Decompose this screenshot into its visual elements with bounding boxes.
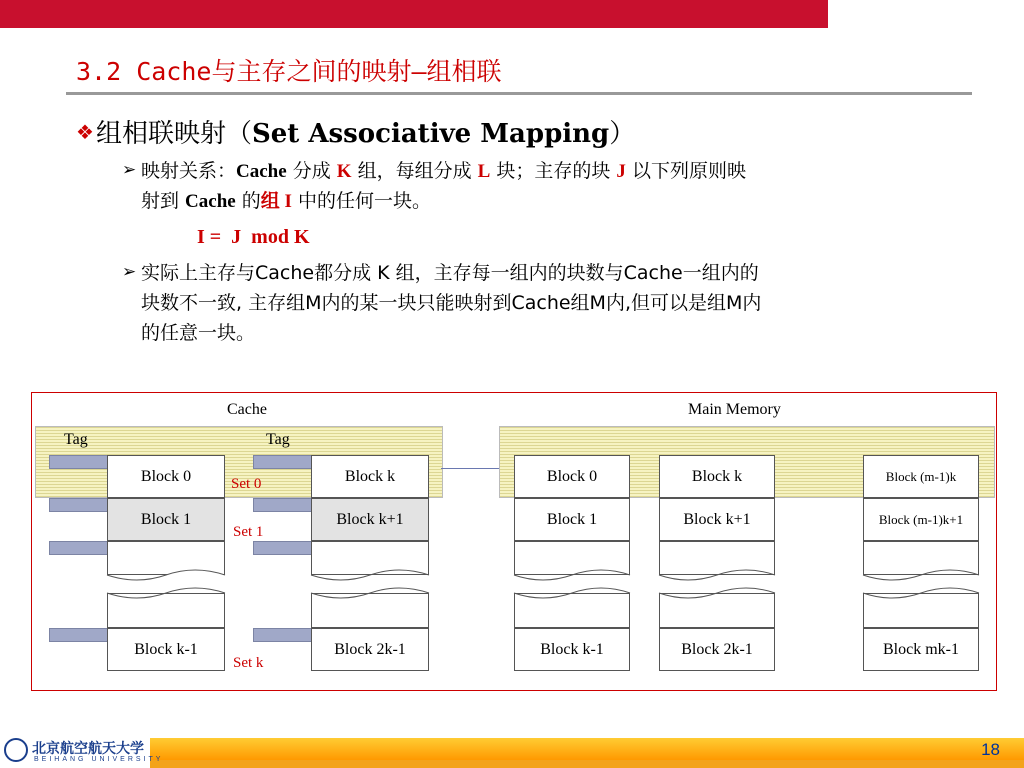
heading-close: ） — [609, 119, 636, 149]
tag-label: Tag — [64, 431, 88, 448]
cache-block: Block 0 — [107, 455, 225, 498]
footer-bar — [150, 738, 1024, 760]
cache-block: Block 1 — [107, 498, 225, 541]
mapping-formula: I = J mod K — [197, 226, 310, 248]
set-label: Set k — [233, 655, 264, 671]
text: 射到 — [141, 190, 186, 212]
memory-block: Block 0 — [514, 455, 630, 498]
text: 以下列原则映 — [625, 160, 746, 182]
memory-block: Block (m-1)k+1 — [863, 498, 979, 541]
arrow-bullet-icon: ➢ — [122, 262, 137, 282]
cache-block: Block 2k-1 — [311, 628, 429, 671]
text: 的 — [235, 190, 261, 212]
logo-text-en: BEIHANG UNIVERSITY — [34, 756, 164, 763]
text: J — [616, 161, 626, 182]
heading-en: Set Associative Mapping — [251, 119, 610, 149]
heading-cn: 组相联映射（ — [95, 119, 252, 149]
tag-label: Tag — [266, 431, 290, 448]
text: K — [336, 161, 352, 182]
page-number: 18 — [981, 740, 1000, 759]
memory-block: Block k — [659, 455, 775, 498]
text: L — [477, 161, 491, 182]
set-label: Set 1 — [233, 524, 264, 540]
memory-block: Block mk-1 — [863, 628, 979, 671]
cache-block: Block k-1 — [107, 628, 225, 671]
logo-text-cn: 北京航空航天大学 — [32, 741, 144, 757]
memory-block: Block k-1 — [514, 628, 630, 671]
text: 组 I — [260, 191, 292, 212]
bullet2-line3: 的任意一块。 — [141, 322, 256, 344]
memory-block: Block k+1 — [659, 498, 775, 541]
text: 组，每组分成 — [351, 160, 478, 182]
bullet2-line2: 块数不一致, 主存组M内的某一块只能映射到Cache组M内,但可以是组M内 — [141, 292, 762, 314]
memory-block: Block 2k-1 — [659, 628, 775, 671]
arrow-bullet-icon: ➢ — [122, 160, 137, 180]
page-title: 3.2 Cache与主存之间的映射—组相联 — [76, 57, 502, 86]
memory-block: Block 1 — [514, 498, 630, 541]
university-seal-icon — [4, 738, 28, 762]
text: 映射关系： — [141, 160, 237, 182]
set-label: Set 0 — [231, 476, 262, 492]
text: 块；主存的块 — [490, 160, 617, 182]
cache-label: Cache — [227, 401, 267, 418]
cache-block: Block k — [311, 455, 429, 498]
bullet2-line1: 实际上主存与Cache都分成 K 组，主存每一组内的块数与Cache一组内的 — [141, 262, 759, 284]
text: Cache — [185, 191, 236, 212]
text: 分成 — [286, 160, 337, 182]
cache-block: Block k+1 — [311, 498, 429, 541]
text: 中的任何一块。 — [291, 190, 431, 212]
memory-block: Block (m-1)k — [863, 455, 979, 498]
text: Cache — [236, 161, 287, 182]
diamond-bullet-icon: ❖ — [76, 120, 94, 144]
main-memory-label: Main Memory — [688, 401, 781, 418]
